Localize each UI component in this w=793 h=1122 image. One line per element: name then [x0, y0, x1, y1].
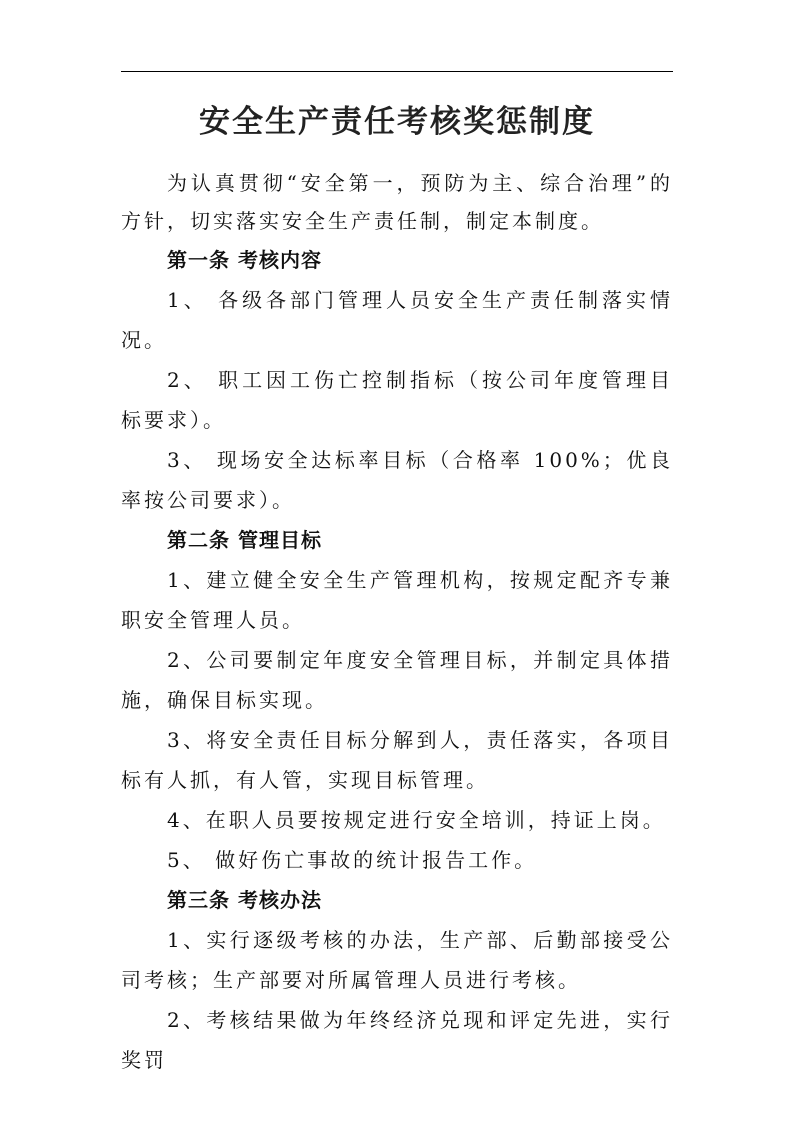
- paragraph: 3、 现场安全达标率目标（合格率 100%；优良率按公司要求）。: [121, 448, 673, 512]
- header-rule: [121, 71, 673, 72]
- document-title: 安全生产责任考核奖惩制度: [199, 104, 595, 140]
- paragraph: 1、建立健全安全生产管理机构，按规定配齐专兼职安全管理人员。: [121, 568, 673, 632]
- paragraph: 为认真贯彻“安全第一，预防为主、综合治理”的方针，切实落实安全生产责任制，制定本制度。: [121, 171, 673, 233]
- section-heading: 第三条 考核办法: [167, 888, 322, 912]
- paragraph: 1、 各级各部门管理人员安全生产责任制落实情况。: [121, 288, 673, 352]
- paragraph: 4、在职人员要按规定进行安全培训，持证上岗。: [167, 808, 666, 832]
- paragraph: 2、 职工因工伤亡控制指标（按公司年度管理目标要求）。: [121, 368, 673, 432]
- document-body: [121, 164, 673, 1080]
- section-heading: 第一条 考核内容: [167, 248, 322, 272]
- paragraph: 1、实行逐级考核的办法，生产部、后勤部接受公司考核；生产部要对所属管理人员进行考核。: [121, 928, 673, 992]
- paragraph: 2、考核结果做为年终经济兑现和评定先进，实行奖罚: [121, 1008, 673, 1072]
- paragraph: 5、 做好伤亡事故的统计报告工作。: [167, 848, 538, 872]
- section-heading: 第二条 管理目标: [167, 528, 322, 552]
- paragraph: 2、公司要制定年度安全管理目标，并制定具体措施，确保目标实现。: [121, 648, 673, 712]
- paragraph: 3、将安全责任目标分解到人，责任落实，各项目标有人抓，有人管，实现目标管理。: [121, 728, 673, 792]
